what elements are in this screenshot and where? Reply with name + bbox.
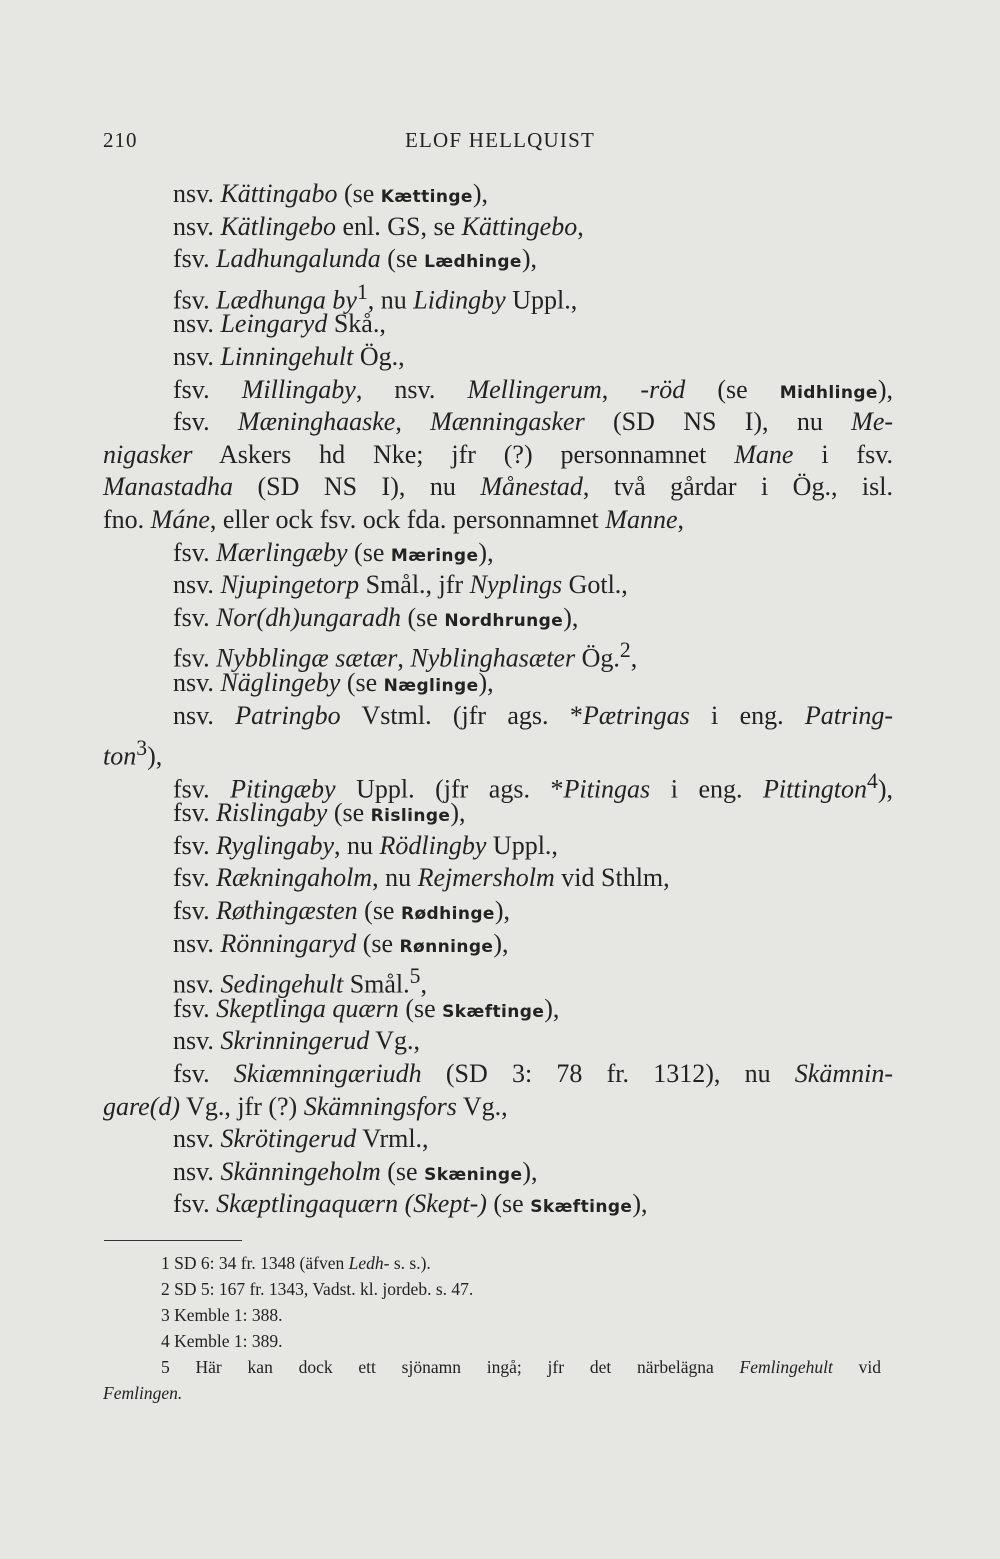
footnote: 3 Kemble 1: 388. <box>161 1305 283 1325</box>
cross-reference: Mæringe <box>390 545 479 566</box>
entry-line: fsv. Skiæmningæriudh (SD 3: 78 fr. 1312), nu Skämnin- <box>173 1059 893 1089</box>
footnote-continuation: Femlingen. <box>103 1383 183 1403</box>
entry-line: fsv. Ryglingaby, nu Rödlingby Uppl., <box>173 830 558 860</box>
entry-line: nsv. Patringbo Vstml. (jfr ags. *Pætringas i eng. Patring- <box>173 700 894 730</box>
entry-line: nsv. Leingaryd Skå., <box>173 309 386 339</box>
entry-line: fsv. Skeptlinga quærn (se Skæftinge), <box>173 993 560 1023</box>
entry-line: nsv. Skänningeholm (se Skæninge), <box>173 1156 538 1186</box>
entry-line: fsv. Skæptlingaquærn (Skept-) (se Skæftinge), <box>173 1189 648 1219</box>
cross-reference: Midhlinge <box>779 382 878 403</box>
entry-line: nsv. Skrötingerud Vrml., <box>173 1124 429 1154</box>
cross-reference: Skæftinge <box>530 1197 633 1218</box>
cross-reference: Nordhrunge <box>444 610 564 631</box>
entry-line: nsv. Kätlingebo enl. GS, se Kättingebo, <box>173 211 584 241</box>
running-title: ELOF HELLQUIST <box>404 128 596 152</box>
entry-line: nsv. Sedingehult Smål.$^5$, <box>173 964 427 999</box>
footnote: 4 Kemble 1: 389. <box>161 1331 283 1351</box>
entry-line: fsv. Lædhunga $by^1$, nu Lidingby Uppl., <box>173 279 578 315</box>
entry-line: ton$^3$), <box>103 736 163 771</box>
entry-line: Manastadha (SD NS I), nu Månestad, två gårdar i Ög., isl. <box>103 472 893 502</box>
footnote: 5 Här kan dock ett sjönamn ingå; jfr det närbelägna Femlingehult vid <box>161 1357 881 1377</box>
entry-line: gare(d) Vg., jfr (?) Skämningsfors Vg., <box>103 1091 508 1121</box>
entry-line: fsv. Rækningaholm, nu Rejmersholm vid Sthlm, <box>173 863 670 893</box>
cross-reference: Rislinge <box>370 806 451 827</box>
cross-reference: Lædhinge <box>424 252 522 273</box>
cross-reference: Rønninge <box>399 936 494 957</box>
entry-line: fsv. Millingaby, nsv. Mellingerum, -röd (se Midhlinge), <box>173 374 894 404</box>
entry-line: fsv. Pitingæby Uppl. (jfr ags. *Pitingas i eng. Pittington$^4$), <box>173 768 893 804</box>
entry-list <box>103 178 893 1221</box>
cross-reference: Skæninge <box>424 1164 523 1185</box>
cross-reference: Næglinge <box>383 675 479 696</box>
entry-line: fsv. Rislingaby (se Rislinge), <box>173 798 466 828</box>
entry-line: nsv. Rönningaryd (se Rønninge), <box>173 928 509 958</box>
entry-line: nigasker Askers hd Nke; jfr (?) personnamnet Mane i fsv. <box>103 439 893 469</box>
entry-line: nsv. Kättingabo (se Kættinge), <box>173 179 489 208</box>
entry-line: fsv. Ladhungalunda (se Lædhinge), <box>173 244 538 274</box>
entry-line: nsv. Njupingetorp Smål., jfr Nyplings Gotl., <box>173 570 628 600</box>
entry-line: fsv. Røthingæsten (se Rødhinge), <box>173 896 511 926</box>
page-number: 210 <box>103 128 138 152</box>
footnote: 2 SD 5: 167 fr. 1343, Vadst. kl. jordeb. s. 47. <box>161 1279 474 1299</box>
entry-line: nsv. Linningehult Ög., <box>173 341 405 371</box>
entry-line: fsv. Nybblingæ sætær, Nyblinghasæter Ög.$^2$, <box>173 638 638 673</box>
footnote-rule <box>104 1240 242 1241</box>
entry-line: fsv. Mæninghaaske, Mænningasker (SD NS I), nu Me- <box>173 407 894 437</box>
footnotes <box>103 1250 881 1406</box>
cross-reference: Skæftinge <box>442 1001 545 1022</box>
cross-reference: Rødhinge <box>400 904 495 925</box>
entry-line: fsv. Mærlingæby (se Mæringe), <box>173 537 494 567</box>
footnote: 1 SD 6: 34 fr. 1348 (äfven Ledh- s. s.). <box>161 1253 431 1273</box>
entry-line: fno. Máne, eller ock fsv. ock fda. personnamnet Manne, <box>103 504 684 534</box>
page-header <box>103 128 897 164</box>
cross-reference: Kættinge <box>380 187 473 207</box>
entry-line: nsv. Näglingeby (se Næglinge), <box>173 667 494 697</box>
entry-line: fsv. Nor(dh)ungaradh (se Nordhrunge), <box>173 602 579 632</box>
entry-line: nsv. Skrinningerud Vg., <box>173 1026 421 1056</box>
